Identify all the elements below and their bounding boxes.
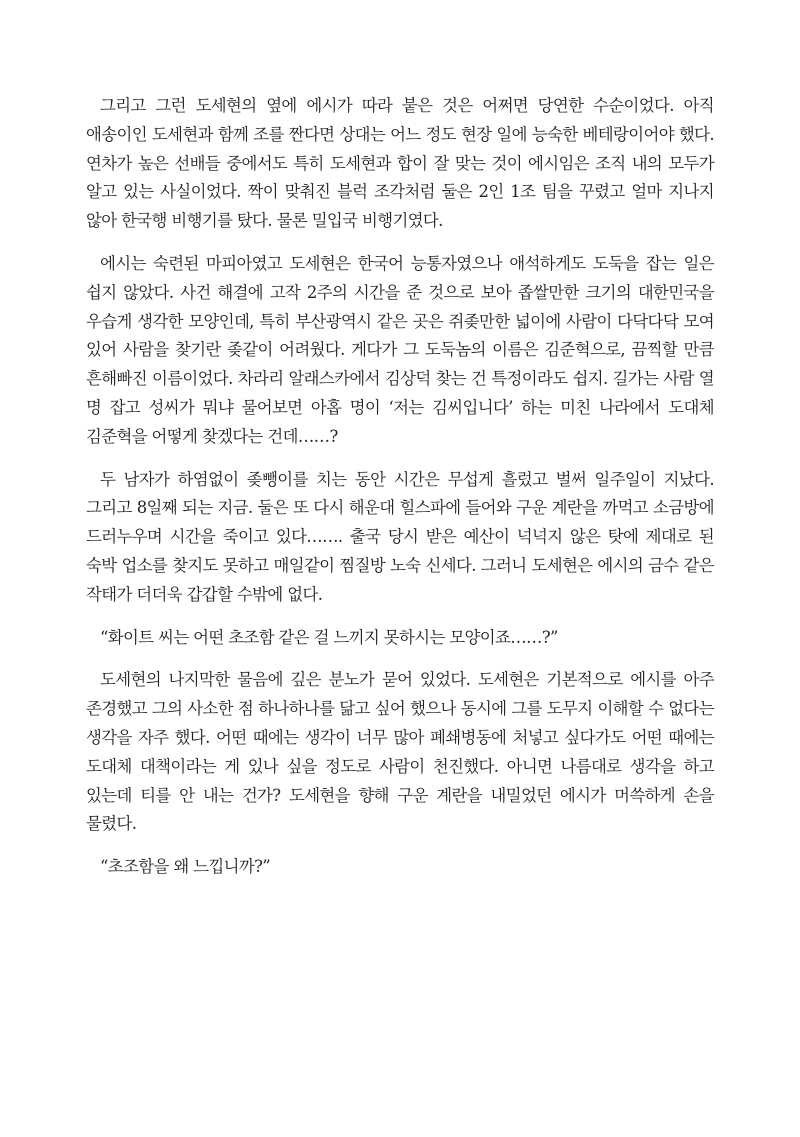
dialogue-2: “초조함을 왜 느낍니까?”	[100, 857, 271, 877]
paragraph-2: 에시는 숙련된 마피아였고 도세현은 한국어 능통자였으나 애석하게도 도둑을 잡는 일은 쉽지 않았다. 사건 해결에 고작 2주의 시간을 준 것으로 보아 좁쌀만한 크기의 대한민국을 우습게 생각한 모양인데, 특히 부산광역시 같은 곳은 쥐좆만한 넓이에 사람이 다닥다닥 모여 있어 사람을 찾기란 좆같이 어려웠다. 게다가 그 도둑놈의 이름은 김준혁으로, 끔찍할 만큼 흔해빠진 이름이었다. 차라리 알래스카에서 김상덕 찾는 건 특정이라도 쉽지. 길가는 사람 열 명 잡고 성씨가 뭐냐 물어보면 아홉 명이 ‘저는 김씨입니다’ 하는 미친 나라에서 도대체 김준혁을 어떻게 찾겠다는 건데……?	[86, 253, 714, 446]
paragraph-1: 그리고 그런 도세현의 옆에 에시가 따라 붙은 것은 어쩌면 당연한 수순이었다. 아직 애송이인 도세현과 함께 조를 짠다면 상대는 어느 정도 현장 일에 능숙한 베테랑이어야 했다. 연차가 높은 선배들 중에서도 특히 도세현과 합이 잘 맞는 것이 에시임은 조직 내의 모두가 알고 있는 사실이었다. 짝이 맞춰진 블럭 조각처럼 둘은 2인 1조 팀을 꾸렸고 얼마 지나지 않아 한국행 비행기를 탔다. 물론 밀입국 비행기였다.	[86, 96, 714, 231]
paragraph-4: 도세현의 나지막한 물음에 깊은 분노가 묻어 있었다. 도세현은 기본적으로 에시를 아주 존경했고 그의 사소한 점 하나하나를 닮고 싶어 했으나 동시에 그를 도무지 이해할 수 없다는 생각을 자주 했다. 어떤 때에는 생각이 너무 많아 폐쇄병동에 처넣고 싶다가도 어떤 때에는 도대체 대책이라는 게 있나 싶을 정도로 사람이 천진했다. 아니면 나름대로 생각을 하고 있는데 티를 안 내는 건가? 도세현을 향해 구운 계란을 내밀었던 에시가 머쓱하게 손을 물렸다.	[86, 670, 714, 834]
text-body	[86, 92, 714, 896]
dialogue-1: “화이트 씨는 어떤 초조함 같은 걸 느끼지 못하시는 모양이죠……?”	[100, 627, 558, 647]
paragraph-3: 두 남자가 하염없이 좆뺑이를 치는 동안 시간은 무섭게 흘렀고 벌써 일주일이 지났다. 그리고 8일째 되는 지금. 둘은 또 다시 해운대 힐스파에 들어와 구운 계란을 까먹고 소금방에 드러누우며 시간을 죽이고 있다……. 출국 당시 받은 예산이 넉넉지 않은 탓에 제대로 된 숙박 업소를 찾지도 못하고 매일같이 찜질방 노숙 신세다. 그러니 도세현은 에시의 금수 같은 작태가 더더욱 갑갑할 수밖에 없다.	[86, 469, 714, 604]
